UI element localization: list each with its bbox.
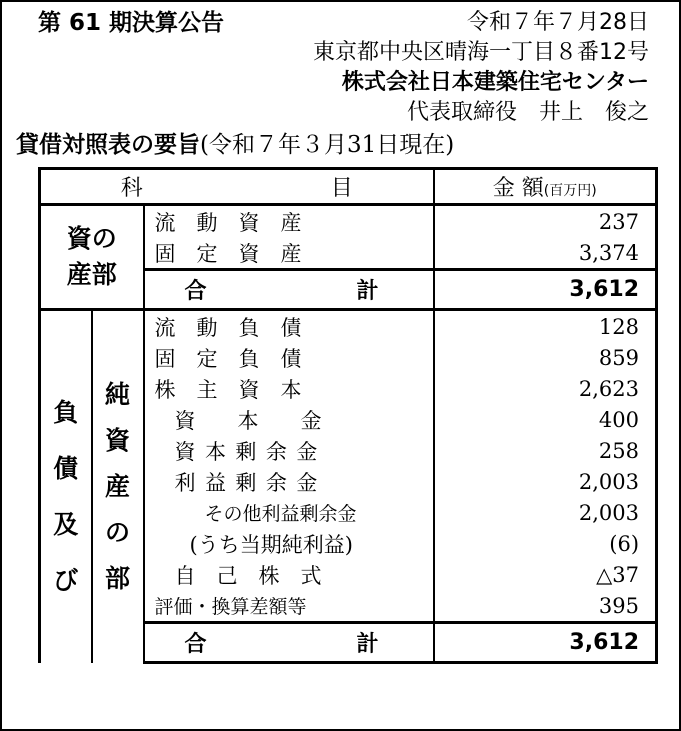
item-label-text: 資本剰余金	[174, 439, 327, 464]
item-label	[144, 497, 434, 528]
item-label-text: 固 定 資 産	[154, 241, 302, 266]
header-unit: (百万円)	[543, 183, 597, 199]
item-label-text: 株 主 資 本	[154, 377, 302, 402]
total-amount: 3,612	[434, 270, 657, 310]
notice-date: 令和７年７月28日	[467, 10, 649, 35]
item-amount: 2,003	[434, 497, 657, 528]
balance-sheet-title	[16, 130, 679, 160]
item-amount: 237	[434, 205, 657, 238]
liabilities-category-col1: 負 債 及 び	[40, 310, 92, 663]
item-amount: 258	[434, 435, 657, 466]
liability-row	[40, 310, 657, 343]
table-header-row	[40, 169, 657, 205]
total-label	[144, 270, 434, 310]
header-kamoku-1: 科	[120, 176, 143, 201]
item-label	[144, 590, 434, 623]
asset-row	[40, 205, 657, 238]
item-label	[144, 466, 434, 497]
item-amount: 2,623	[434, 373, 657, 404]
item-label	[144, 310, 434, 343]
item-label	[144, 435, 434, 466]
item-amount: △37	[434, 559, 657, 590]
item-label	[144, 205, 434, 238]
item-label	[144, 342, 434, 373]
balance-sheet-title-text: 貸借対照表の要旨	[16, 132, 200, 158]
total-label-1: 合	[184, 632, 207, 657]
header-amount	[434, 169, 657, 205]
assets-category: 資の 産部	[40, 205, 144, 310]
header-amount-label: 金 額	[492, 176, 544, 201]
item-label-text: 固 定 負 債	[154, 346, 302, 371]
item-label-text: (うち当期純利益)	[189, 532, 353, 557]
item-amount: (6)	[434, 528, 657, 559]
item-label-text: その他利益剰余金	[204, 503, 357, 525]
liabilities-category-col2: 純 資 産 の 部	[92, 310, 144, 663]
total-amount: 3,612	[434, 623, 657, 663]
item-label	[144, 404, 434, 435]
total-label-1: 合	[184, 279, 207, 304]
item-label-text: 流 動 資 産	[154, 210, 302, 235]
item-label-text: 評価・換算差額等	[154, 596, 307, 618]
total-label-2: 計	[356, 279, 379, 304]
company-address: 東京都中央区晴海一丁目８番12号	[313, 40, 649, 65]
header-kamoku-2: 目	[330, 176, 353, 201]
notice-title: 第 61 期決算公告	[38, 10, 225, 36]
item-amount: 128	[434, 310, 657, 343]
header-kamoku	[40, 169, 434, 205]
total-label-2: 計	[356, 632, 379, 657]
item-label	[144, 373, 434, 404]
item-label	[144, 237, 434, 270]
balance-sheet-period: (令和７年３月31日現在)	[200, 132, 455, 158]
representative: 代表取締役 井上 俊之	[406, 100, 649, 125]
item-amount: 400	[434, 404, 657, 435]
item-amount: 859	[434, 342, 657, 373]
item-amount: 3,374	[434, 237, 657, 270]
item-label-text: 流 動 負 債	[154, 315, 302, 340]
item-label-text: 資 本 金	[174, 408, 322, 433]
item-amount: 2,003	[434, 466, 657, 497]
item-label	[144, 559, 434, 590]
item-label	[144, 528, 434, 559]
item-amount: 395	[434, 590, 657, 623]
total-label	[144, 623, 434, 663]
company-name: 株式会社日本建築住宅センター	[341, 70, 649, 95]
item-label-text: 利益剰余金	[174, 470, 327, 495]
item-label-text: 自 己 株 式	[174, 563, 322, 588]
balance-sheet-table	[38, 167, 658, 664]
